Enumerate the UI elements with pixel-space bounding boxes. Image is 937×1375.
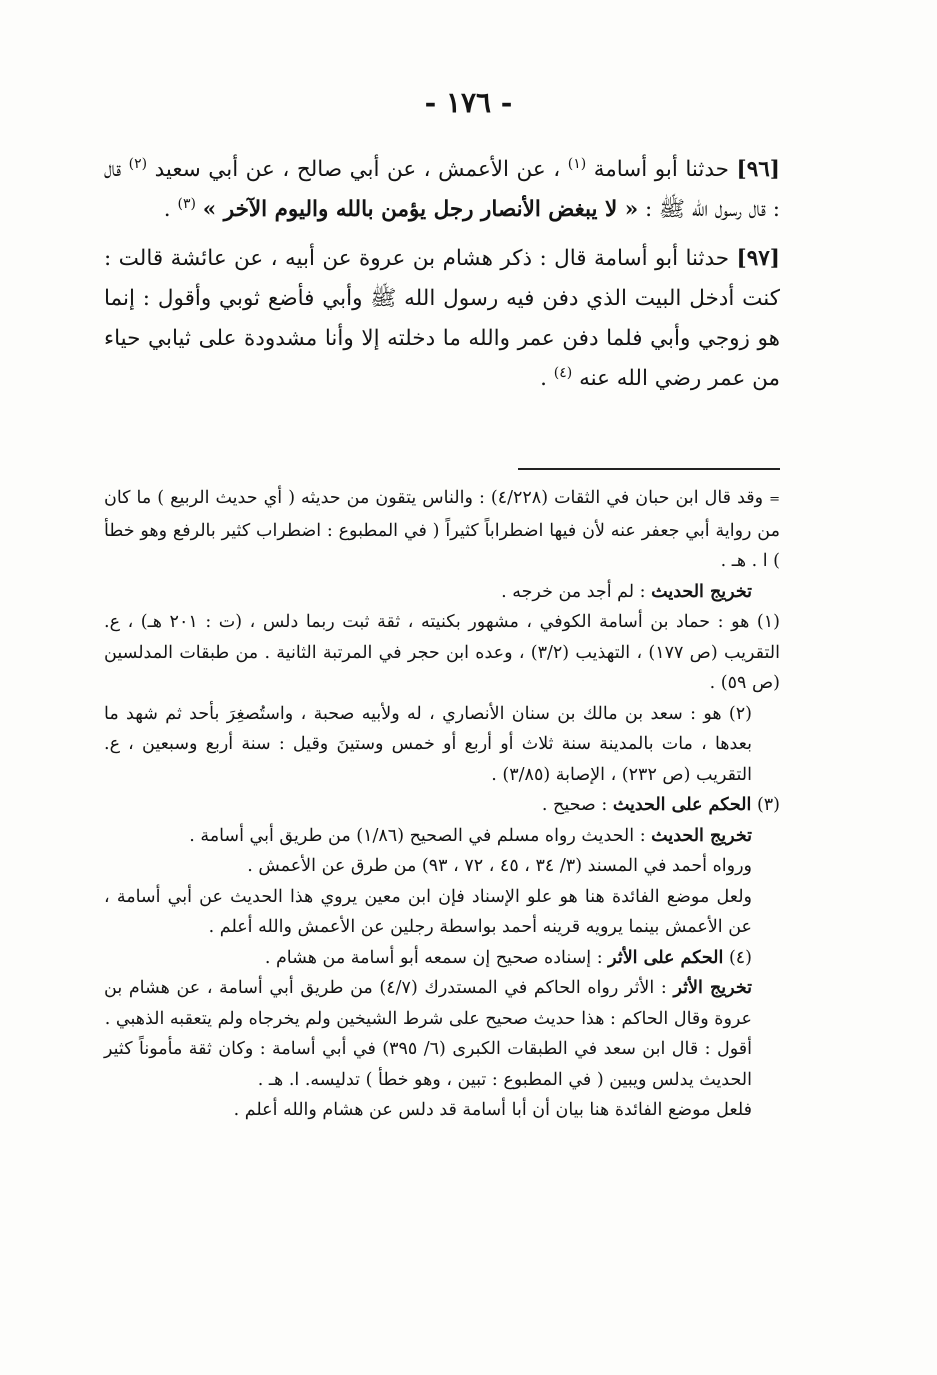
hadith-96 [104,150,780,230]
athar-text: حدثنا أبو أسامة قال : ذكر هشام بن عروة عن أبيه ، عن عائشة قالت : كنت أدخل البيت الذي دفن فيه رسول الله ﷺ وأبي فأضع ثوبي وأقول : إنما هو زوجي وأبي فلما دفن عمر والله ما دخلته إلا وأنا مشدودة على ثيابي حياء من عمر رضي الله عنه [104,246,780,391]
main-text [104,150,780,408]
hadith-number: [٩٦] [736,157,780,182]
footnote-separator [518,468,780,470]
hukm-label: الحكم على الحديث [612,795,752,815]
footnote-3-fa-ida: ولعل موضع الفائدة هنا هو علو الإسناد فإن ابن معين يروي هذا الحديث عن أبي أسامة ، عن الأعمش بينما يرويه قرينه أحمد بواسطة رجلين عن الأعمش والله أعلم . [104,886,752,937]
end-mark: . [540,366,547,391]
footnote-4-takhrij [104,973,752,1034]
hadith-matn: « لا يبغض الأنصار رجل يؤمن بالله واليوم الآخر » [202,197,639,222]
footnote-ref[interactable]: (٢) [128,155,148,172]
footnote-2: (٢) هو : سعد بن مالك بن سنان الأنصاري ، له ولأبيه صحبة ، واستُصغِرَ بأحد ثم شهد ما بعدها ، مات بالمدينة سنة ثلاث أو أربع أو خمس وستينَ وقيل : سنة أربع وسبعين ، ع. التقريب (ص ٢٣٢) ، الإصابة (٣/٨٥) . [104,703,752,785]
footnote-ref[interactable]: (٤) [553,364,573,381]
footnote-text: : لم أجد من خرجه . [501,581,646,602]
footnote-text: وقد قال ابن حبان في الثقات (٤/٢٢٨) : والناس يتقون من حديثه ( أي حديث الربيع ) ما كان من رواية أبي جعفر عنه لأن فيها اضطراباً كثيراً ( في المطبوع : اضطراب كثير بالرفع وهو خطأ ) ا . هـ . [104,488,780,571]
footnote-4 [104,943,752,974]
footnote-text: : صحيح . [541,795,608,815]
takhrij-label: تخريج الحديث [651,825,752,846]
footnote-ref[interactable]: (٣) [177,195,196,212]
footnote-text: : الأثر رواه الحاكم في المستدرك (٤/٧) من طريق أبي أسامة ، عن هشام بن عروة وقال الحاكم : هذا حديث صحيح على شرط الشيخين ولم يخرجاه ولم يتعقبه الذهبي . [104,978,752,1029]
footnote-takhrij-prev [104,577,752,608]
footnote-number: (٤) [728,947,752,968]
hadith-number: [٩٧] [736,246,780,271]
footnotes [104,483,780,1126]
footnote-ref[interactable]: (١) [567,155,587,172]
end-mark: . [163,197,171,222]
footnote-text: : الحديث رواه مسلم في الصحيح (١/٨٦) من طريق أبي أسامة . [189,825,646,846]
hadith-97 [104,239,780,399]
footnote-4-fa-ida: فلعل موضع الفائدة هنا بيان أن أبا أسامة قد دلس عن هشام والله أعلم . [233,1100,752,1120]
footnote-continuation [104,483,780,577]
isnad-text: ، عن الأعمش ، عن أبي صالح ، عن أبي سعيد [154,157,561,182]
footnote-1: (١) هو : حماد بن أسامة الكوفي ، مشهور بكنيته ، ثقة ثبت ربما دلس ، (ت : ٢٠١ هـ) ، ع. التقريب (ص ١٧٧) ، التهذيب (٣/٢) ، وعده ابن حجر في المرتبة الثانية . من طبقات المدلسين (ص ٥٩) . [104,612,780,693]
isnad-text: حدثنا أبو أسامة [593,157,729,182]
footnote-text: : إسناده صحيح إن سمعه أبو أسامة من هشام . [264,947,603,968]
footnote-4-ibn-sad: أقول : قال ابن سعد في الطبقات الكبرى (٦/ ٣٩٥) في أبي أسامة : وكان ثقة مأموناً كثير الحديث يدلس ويبين ( في المطبوع : تبين ، وهو خطأ ) تدليسه. ا. هـ . [104,1039,752,1090]
footnote-3 [104,790,780,821]
footnote-3-takhrij [104,821,752,852]
page-number: - ١٧٦ - [424,86,513,119]
takhrij-label: تخريج الحديث [651,581,752,602]
continuation-mark: = [769,492,780,507]
footnote-number: (٣) [756,795,780,815]
footnote-3-musnad: ورواه أحمد في المسند (٣/ ٣٤ ، ٤٥ ، ٧٢ ، ٩٣) من طرق عن الأعمش . [247,856,752,876]
isnad-text: قال : قال رسول الله ﷺ : [104,157,780,222]
takhrij-label: تخريج الأثر [673,978,752,998]
hukm-label: الحكم على الأثر [608,947,724,968]
